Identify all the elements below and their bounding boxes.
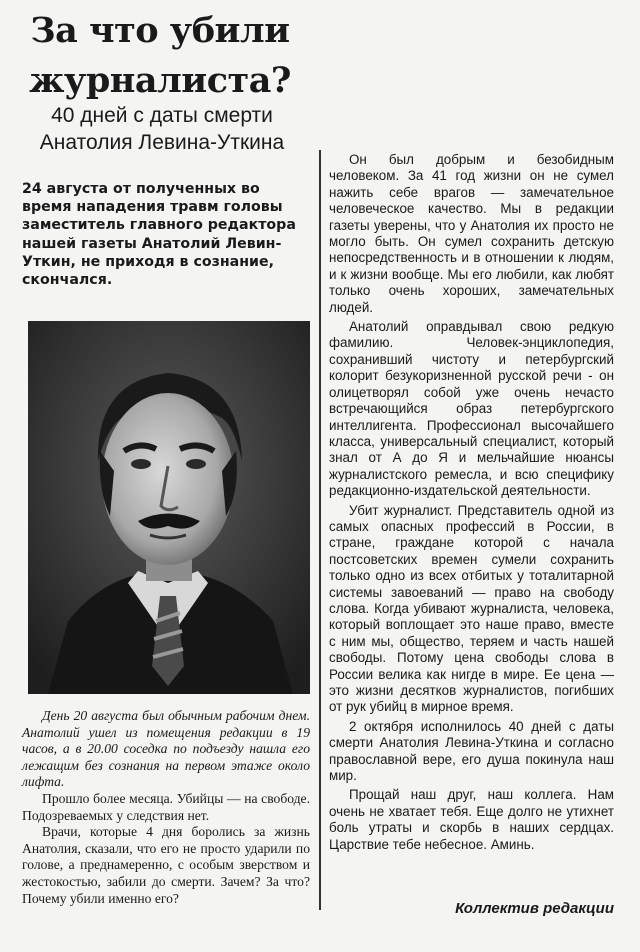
subheadline-line-2: Анатолия Левина-Уткина	[39, 131, 285, 154]
article-signature: Коллектив редакции	[455, 900, 614, 917]
caption-paragraph-1: День 20 августа был обычным рабочим днем. Анатолий ушел из помещения редакции в 19 часов, а в 20.00 соседка по подъезду нашла его лежащим без сознания на первом этаже около лифта.	[22, 708, 310, 790]
column-divider	[319, 150, 321, 910]
article-lead: 24 августа от полученных во время нападения травм головы заместитель главного редактора нашей газеты Анатолий Левин-Уткин, не приходя в сознание, скончался.	[22, 181, 296, 289]
body-paragraph-2: Анатолий оправдывал свою редкую фамилию. Человек-энциклопедия, сохранивший чистоту и петербургский колорит безукоризненной русской речи - он олицетворял собой уже очень нечасто встречающийся образ петербургского интеллигента. Профессионал высочайшего класса, универсальный специалист, который знал от А до Я и мельчайшие нюансы журналистского ремесла, и всю специфику редакционно-издательской деятельности.	[329, 319, 614, 499]
caption-paragraph-3: Врачи, которые 4 дня боролись за жизнь Анатолия, сказали, что его не просто ударили по голове, а преднамеренно, с особым зверством и жестокостью, забили до смерти. Зачем? За что? Почему убили именно его?	[22, 824, 310, 906]
right-column	[329, 152, 614, 856]
photo-caption-text	[22, 708, 310, 907]
article-headline: За что убили журналиста?	[29, 10, 291, 101]
body-paragraph-4: 2 октября исполнилось 40 дней с даты смерти Анатолия Левина-Уткина и согласно православной вере, его душа покинула наш мир.	[329, 718, 614, 784]
body-paragraph-1: Он был добрым и безобидным человеком. За 41 год жизни он не сумел нажить себе врагов — замечательное человеческое качество. Мы в редакции газеты уверены, что у Анатолия их просто не могло быть. Он сумел сохранить детскую непосредственность и в отношении к людям, и к жизни вообще. Мы его любили, как любят только очень хороших, замечательных людей.	[329, 152, 614, 315]
body-paragraph-3: Убит журналист. Представитель одной из самых опасных профессий в России, в стране, граждане которой с начала постсоветских времен сумели сохранить только одно из всех отбитых у тоталитарной системы завоеваний — право на свободу слова. Когда убивают журналиста, человека, который воплощает это наше право, вместе с ним мы, общество, теряем и часть нашей свободы. Потому цена свободы слова в России велика как нигде в мире. Ее цена — это жизни десятков журналистов, погибших от рук убийц в мирное время.	[329, 502, 614, 715]
article-subheadline	[14, 102, 310, 156]
portrait-illustration	[28, 321, 310, 694]
portrait-photo	[28, 321, 310, 694]
subheadline-line-1: 40 дней с даты смерти	[51, 104, 273, 127]
body-paragraph-5: Прощай наш друг, наш коллега. Нам очень не хватает тебя. Еще долго не утихнет боль утраты и скорбь в наших сердцах. Царствие тебе небесное. Аминь.	[329, 787, 614, 852]
caption-paragraph-2: Прошло более месяца. Убийцы — на свободе. Подозреваемых у следствия нет.	[22, 790, 310, 823]
